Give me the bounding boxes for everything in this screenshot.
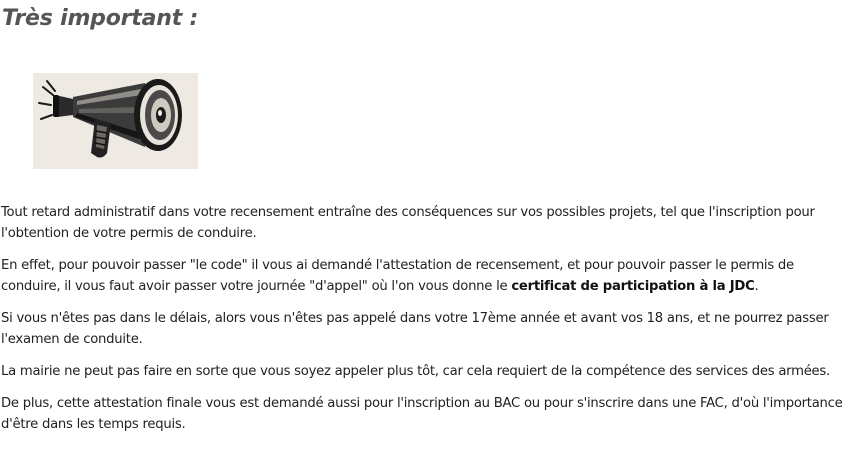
paragraph-mairie: La mairie ne peut pas faire en sorte que vous soyez appeler plus tôt, car cela requiert de la compétence des services des armées. <box>1 364 830 379</box>
page-heading: Très important : <box>2 6 199 31</box>
jdc-certificate-emphasis: certificat de participation à la JDC <box>511 279 755 294</box>
paragraph-bac-fac: De plus, cette attestation finale vous est demandé aussi pour l'inscription au BAC ou pour s'inscrire dans une FAC, d'où l'importance d'être dans les temps requis. <box>1 396 843 432</box>
paragraph-code-end: . <box>754 279 759 294</box>
paragraph-recensement-delay: Tout retard administratif dans votre recensement entraîne des conséquences sur vos possibles projets, tel que l'inscription pour l'obtention de votre permis de conduire. <box>1 205 815 241</box>
paragraph-code-text: En effet, pour pouvoir passer "le code" il vous ai demandé l'attestation de recensement, et pour pouvoir passer le permis de conduire, il vous faut avoir passer votre journée "d'appel" où l'on vous donne le <box>1 258 794 294</box>
paragraph-code-and-permis <box>1 255 843 297</box>
megaphone-icon <box>33 73 198 169</box>
megaphone-illustration <box>33 73 198 169</box>
main-content <box>1 202 843 446</box>
paragraph-deadline: Si vous n'êtes pas dans le délais, alors vous n'êtes pas appelé dans votre 17ème année et avant vos 18 ans, et ne pourrez passer l'examen de conduite. <box>1 311 829 347</box>
